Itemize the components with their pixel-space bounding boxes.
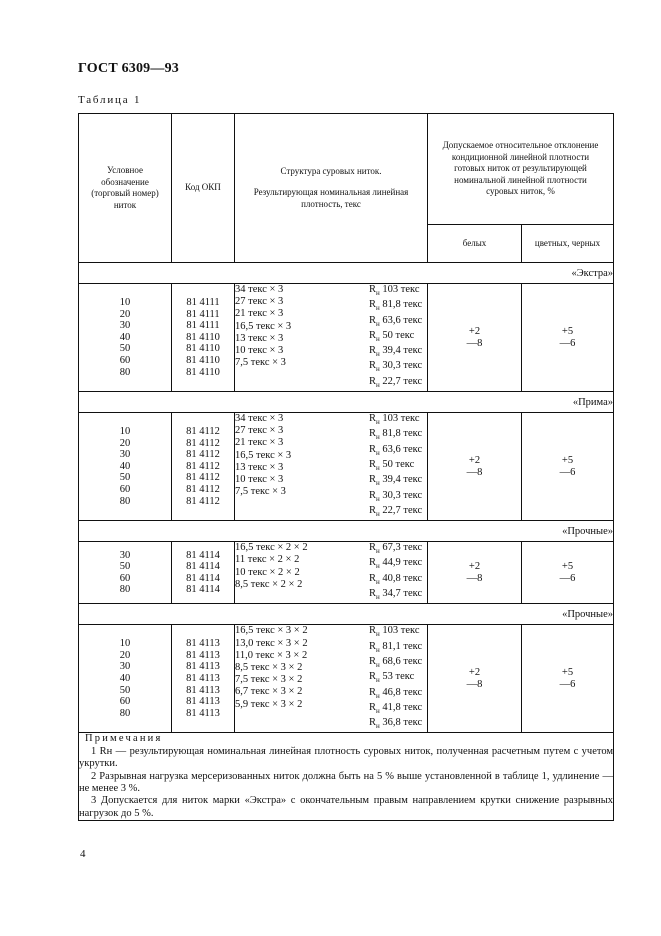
yarn-structure: 8,5 текс × 2 × 2 — [235, 578, 303, 590]
density-value: 63,6 текс — [382, 443, 423, 455]
yarn-structure: 11 текс × 2 × 2 — [235, 554, 300, 566]
data-row — [79, 542, 614, 604]
okp-code: 81 4111 — [186, 308, 220, 320]
yarn-structure: 7,5 текс × 3 — [235, 486, 286, 498]
okp-code: 81 4113 — [186, 673, 220, 685]
note-item: 2 Разрывная нагрузка мерсеризованных ниток должна быть на 5 % выше установленной в таблице 1, удлинение — не менее 3 %. — [79, 770, 614, 795]
white-deviation: +2 — [468, 326, 481, 338]
white-deviation: +2 — [468, 561, 481, 573]
header-structure — [235, 114, 428, 263]
nominal-density — [369, 360, 427, 375]
r-symbol: R — [369, 671, 377, 683]
colored-deviation-cell — [522, 413, 614, 521]
okp-code: 81 4112 — [186, 484, 220, 495]
specification-table — [78, 113, 614, 821]
okp-code: 81 4111 — [186, 320, 220, 332]
colored-deviation: —6 — [559, 337, 576, 349]
density-value: 22,7 текс — [382, 504, 423, 516]
okp-code: 81 4112 — [186, 460, 220, 472]
okp-code: 81 4112 — [186, 495, 220, 507]
density-value: 40,8 текс — [382, 572, 423, 584]
okp-code: 81 4114 — [186, 572, 220, 584]
structure-cell — [235, 413, 428, 521]
density-value: 36,8 текс — [382, 717, 423, 729]
r-subscript: н — [376, 479, 380, 488]
okp-codes-cell — [172, 542, 235, 604]
okp-code: 81 4113 — [186, 661, 220, 673]
nominal-density — [369, 376, 427, 391]
r-subscript: н — [376, 706, 380, 715]
thread-number: 10 — [119, 638, 131, 650]
white-deviation: —8 — [466, 678, 483, 690]
header-designation-line: ниток — [113, 199, 137, 210]
document-title: ГОСТ 6309—93 — [78, 61, 179, 76]
yarn-structure: 10 текс × 3 — [235, 345, 284, 357]
r-symbol: R — [369, 504, 377, 516]
grade-label: «Прочные» — [79, 521, 614, 542]
r-symbol: R — [369, 625, 377, 637]
yarn-structure: 7,5 текс × 3 — [235, 357, 286, 369]
white-deviation-cell — [428, 284, 522, 392]
structure-columns — [235, 625, 427, 732]
yarn-structure: 27 текс × 3 — [235, 425, 284, 437]
nominal-density — [369, 299, 427, 314]
thread-number: 30 — [119, 449, 131, 461]
r-subscript: н — [376, 722, 380, 731]
nominal-density — [369, 330, 427, 345]
header-structure-line: Результирующая номинальная линейная плотность, текс — [253, 187, 409, 209]
r-symbol: R — [369, 572, 377, 584]
okp-code: 81 4114 — [186, 549, 220, 561]
header-designation-line: обозначение — [101, 176, 149, 187]
note-item: 1 Rн — результирующая номинальная линейная плотность суровых ниток, полученная расчетным путем с учетом укрутки. — [79, 745, 614, 770]
thread-number: 50 — [119, 472, 131, 484]
nominal-density — [369, 702, 427, 717]
structure-list — [235, 542, 345, 603]
density-value: 103 текс — [382, 413, 420, 425]
density-list — [369, 542, 427, 603]
nominal-density — [369, 717, 427, 732]
density-value: 50 текс — [382, 458, 415, 470]
yarn-structure: 27 текс × 3 — [235, 296, 284, 308]
data-row — [79, 413, 614, 521]
header-deviation-line: Допускаемое относительное отклонение — [442, 140, 599, 151]
page-number: 4 — [80, 848, 86, 860]
okp-code: 81 4110 — [186, 331, 220, 343]
r-symbol: R — [369, 329, 377, 341]
r-subscript: н — [376, 547, 380, 556]
r-symbol: R — [369, 413, 377, 425]
okp-code: 81 4113 — [186, 638, 220, 650]
thread-number: 30 — [119, 549, 131, 561]
okp-codes-cell — [172, 413, 235, 521]
white-deviation: —8 — [466, 572, 483, 584]
r-subscript: н — [376, 661, 380, 670]
table-caption: Таблица 1 — [78, 94, 142, 106]
r-subscript: н — [376, 464, 380, 473]
density-value: 53 текс — [382, 671, 415, 683]
yarn-structure: 34 текс × 3 — [235, 284, 284, 295]
yarn-structure: 16,5 текс × 2 × 2 — [235, 542, 308, 554]
r-subscript: н — [376, 645, 380, 654]
nominal-density — [369, 474, 427, 489]
thread-numbers-cell — [79, 625, 172, 733]
header-designation-line: Условное — [107, 165, 143, 175]
okp-code: 81 4111 — [186, 296, 220, 308]
r-subscript: н — [376, 494, 380, 503]
header-designation — [79, 114, 172, 263]
nominal-density — [369, 588, 427, 603]
yarn-structure: 13,0 текс × 3 × 2 — [235, 637, 308, 649]
r-subscript: н — [376, 289, 380, 298]
colored-deviation-cell — [522, 542, 614, 604]
nominal-density — [369, 625, 427, 640]
thread-number: 60 — [119, 484, 131, 495]
structure-columns — [235, 284, 427, 391]
grade-label: «Прочные» — [79, 604, 614, 625]
header-deviation — [428, 114, 614, 225]
nominal-density — [369, 557, 427, 572]
yarn-structure: 10 текс × 3 — [235, 474, 284, 486]
colored-deviation: —6 — [559, 572, 576, 584]
white-deviation: —8 — [466, 466, 483, 478]
thread-numbers-cell — [79, 413, 172, 521]
yarn-structure: 34 текс × 3 — [235, 413, 284, 425]
r-symbol: R — [369, 557, 377, 569]
thread-number: 20 — [119, 308, 131, 320]
yarn-structure: 8,5 текс × 3 × 2 — [235, 661, 303, 673]
density-value: 44,9 текс — [382, 557, 423, 569]
r-symbol: R — [369, 375, 377, 387]
r-symbol: R — [369, 458, 377, 470]
data-row — [79, 625, 614, 733]
data-row — [79, 284, 614, 392]
r-symbol: R — [369, 655, 377, 667]
r-symbol: R — [369, 640, 377, 652]
r-symbol: R — [369, 474, 377, 486]
r-symbol: R — [369, 588, 377, 600]
header-white: белых — [428, 225, 522, 263]
yarn-structure: 10 текс × 2 × 2 — [235, 566, 300, 578]
structure-cell — [235, 625, 428, 733]
r-symbol: R — [369, 299, 377, 311]
r-subscript: н — [376, 448, 380, 457]
okp-code: 81 4113 — [186, 684, 220, 696]
r-symbol: R — [369, 314, 377, 326]
grade-label: «Прима» — [79, 392, 614, 413]
thread-number: 80 — [119, 495, 131, 507]
r-symbol: R — [369, 686, 377, 698]
thread-number: 40 — [119, 460, 131, 472]
thread-number: 20 — [119, 649, 131, 661]
thread-number: 40 — [119, 673, 131, 685]
okp-codes-cell — [172, 625, 235, 733]
notes-title: Примечания — [85, 733, 163, 745]
grade-row — [79, 263, 614, 284]
nominal-density — [369, 542, 427, 557]
r-subscript: н — [376, 433, 380, 442]
okp-code: 81 4110 — [186, 343, 220, 355]
nominal-density — [369, 284, 427, 299]
density-value: 103 текс — [382, 284, 420, 295]
yarn-structure: 7,5 текс × 3 × 2 — [235, 674, 303, 686]
nominal-density — [369, 345, 427, 360]
r-subscript: н — [376, 380, 380, 389]
yarn-structure: 16,5 текс × 3 — [235, 320, 292, 332]
structure-list — [235, 284, 345, 391]
structure-cell — [235, 284, 428, 392]
notes-row — [79, 733, 614, 821]
density-value: 68,6 текс — [382, 655, 423, 667]
density-value: 46,8 текс — [382, 686, 423, 698]
okp-code: 81 4114 — [186, 561, 220, 573]
density-value: 103 текс — [382, 625, 420, 637]
header-structure-line: Структура суровых ниток. — [280, 165, 382, 176]
structure-list — [235, 625, 345, 732]
grade-label: «Экстра» — [79, 263, 614, 284]
yarn-structure: 21 текс × 3 — [235, 437, 284, 449]
r-symbol: R — [369, 345, 377, 357]
r-symbol: R — [369, 428, 377, 440]
yarn-structure: 13 текс × 3 — [235, 332, 284, 344]
density-value: 41,8 текс — [382, 701, 423, 713]
notes-cell — [79, 733, 614, 821]
nominal-density — [369, 573, 427, 588]
yarn-structure: 16,5 текс × 3 × 2 — [235, 625, 308, 637]
r-subscript: н — [376, 577, 380, 586]
colored-deviation: —6 — [559, 678, 576, 690]
white-deviation-cell — [428, 542, 522, 604]
density-value: 81,8 текс — [382, 428, 423, 440]
density-value: 50 текс — [382, 329, 415, 341]
yarn-structure: 11,0 текс × 3 × 2 — [235, 649, 308, 661]
nominal-density — [369, 315, 427, 330]
colored-deviation-cell — [522, 625, 614, 733]
density-list — [369, 284, 427, 391]
nominal-density — [369, 413, 427, 428]
structure-list — [235, 413, 345, 520]
r-subscript: н — [376, 334, 380, 343]
nominal-density — [369, 490, 427, 505]
nominal-density — [369, 444, 427, 459]
density-value: 39,4 текс — [382, 474, 423, 486]
grade-row — [79, 521, 614, 542]
note-item: 3 Допускается для ниток марки «Экстра» с окончательным правым направлением крутки снижение разрывных нагрузок до 5 %. — [79, 795, 614, 819]
colored-deviation: +5 — [561, 455, 574, 467]
density-value: 22,7 текс — [382, 375, 423, 387]
thread-number: 80 — [119, 366, 131, 378]
white-deviation: +2 — [468, 455, 481, 467]
density-value: 34,7 текс — [382, 588, 423, 600]
grade-row — [79, 604, 614, 625]
okp-code: 81 4112 — [186, 449, 220, 461]
yarn-structure: 5,9 текс × 3 × 2 — [235, 698, 303, 710]
thread-number: 30 — [119, 320, 131, 332]
thread-number: 60 — [119, 696, 131, 708]
r-symbol: R — [369, 717, 377, 729]
header-colored: цветных, черных — [522, 225, 614, 263]
white-deviation-cell — [428, 625, 522, 733]
nominal-density — [369, 459, 427, 474]
r-symbol: R — [369, 701, 377, 713]
header-deviation-line: суровых ниток, % — [486, 186, 555, 197]
r-symbol: R — [369, 443, 377, 455]
yarn-structure: 13 текс × 3 — [235, 461, 284, 473]
thread-number: 50 — [119, 684, 131, 696]
density-value: 39,4 текс — [382, 345, 423, 357]
r-subscript: н — [376, 593, 380, 602]
okp-code: 81 4112 — [186, 472, 220, 484]
thread-number: 60 — [119, 354, 131, 366]
colored-deviation: +5 — [561, 326, 574, 338]
density-value: 30,3 текс — [382, 360, 423, 372]
header-deviation-line: номинальной линейной плотности — [454, 174, 587, 185]
thread-number: 50 — [119, 561, 131, 573]
white-deviation: +2 — [468, 667, 481, 679]
thread-number: 40 — [119, 331, 131, 343]
density-value: 63,6 текс — [382, 314, 423, 326]
nominal-density — [369, 671, 427, 686]
okp-code: 81 4113 — [186, 707, 220, 719]
density-list — [369, 413, 427, 520]
r-subscript: н — [376, 562, 380, 571]
r-symbol: R — [369, 489, 377, 501]
thread-number: 20 — [119, 437, 131, 449]
structure-columns — [235, 413, 427, 520]
okp-codes-cell — [172, 284, 235, 392]
okp-code: 81 4112 — [186, 426, 220, 438]
structure-columns — [235, 542, 427, 603]
header-deviation-line: готовых ниток от результирующей — [454, 163, 587, 174]
r-subscript: н — [376, 350, 380, 359]
r-subscript: н — [376, 691, 380, 700]
okp-code: 81 4114 — [186, 584, 220, 596]
yarn-structure: 21 текс × 3 — [235, 308, 284, 320]
colored-deviation: +5 — [561, 667, 574, 679]
header-designation-line: (торговый номер) — [91, 188, 159, 198]
structure-cell — [235, 542, 428, 604]
okp-code: 81 4110 — [186, 366, 220, 378]
yarn-structure: 6,7 текс × 3 × 2 — [235, 686, 303, 698]
thread-number: 10 — [119, 426, 131, 438]
r-subscript: н — [376, 509, 380, 518]
r-subscript: н — [376, 676, 380, 685]
r-symbol: R — [369, 284, 377, 295]
nominal-density — [369, 687, 427, 702]
thread-number: 60 — [119, 572, 131, 584]
okp-code: 81 4113 — [186, 696, 220, 708]
yarn-structure: 16,5 текс × 3 — [235, 449, 292, 461]
okp-code: 81 4110 — [186, 354, 220, 366]
colored-deviation: —6 — [559, 466, 576, 478]
r-symbol: R — [369, 542, 377, 554]
nominal-density — [369, 428, 427, 443]
header-code: Код ОКП — [172, 114, 235, 263]
okp-code: 81 4112 — [186, 437, 220, 449]
nominal-density — [369, 641, 427, 656]
colored-deviation: +5 — [561, 561, 574, 573]
thread-numbers-cell — [79, 542, 172, 604]
r-subscript: н — [376, 630, 380, 639]
density-value: 81,1 текс — [382, 640, 423, 652]
r-subscript: н — [376, 418, 380, 427]
grade-row — [79, 392, 614, 413]
density-value: 30,3 текс — [382, 489, 423, 501]
thread-number: 10 — [119, 296, 131, 308]
okp-code: 81 4113 — [186, 649, 220, 661]
density-value: 67,3 текс — [382, 542, 423, 554]
header-deviation-line: кондиционной линейной плотности — [451, 151, 590, 162]
nominal-density — [369, 656, 427, 671]
nominal-density — [369, 505, 427, 520]
thread-number: 80 — [119, 707, 131, 719]
thread-number: 80 — [119, 584, 131, 596]
white-deviation-cell — [428, 413, 522, 521]
r-subscript: н — [376, 304, 380, 313]
r-subscript: н — [376, 365, 380, 374]
white-deviation: —8 — [466, 337, 483, 349]
thread-number: 30 — [119, 661, 131, 673]
r-symbol: R — [369, 360, 377, 372]
thread-numbers-cell — [79, 284, 172, 392]
r-subscript: н — [376, 319, 380, 328]
density-list — [369, 625, 427, 732]
thread-number: 50 — [119, 343, 131, 355]
colored-deviation-cell — [522, 284, 614, 392]
density-value: 81,8 текс — [382, 299, 423, 311]
